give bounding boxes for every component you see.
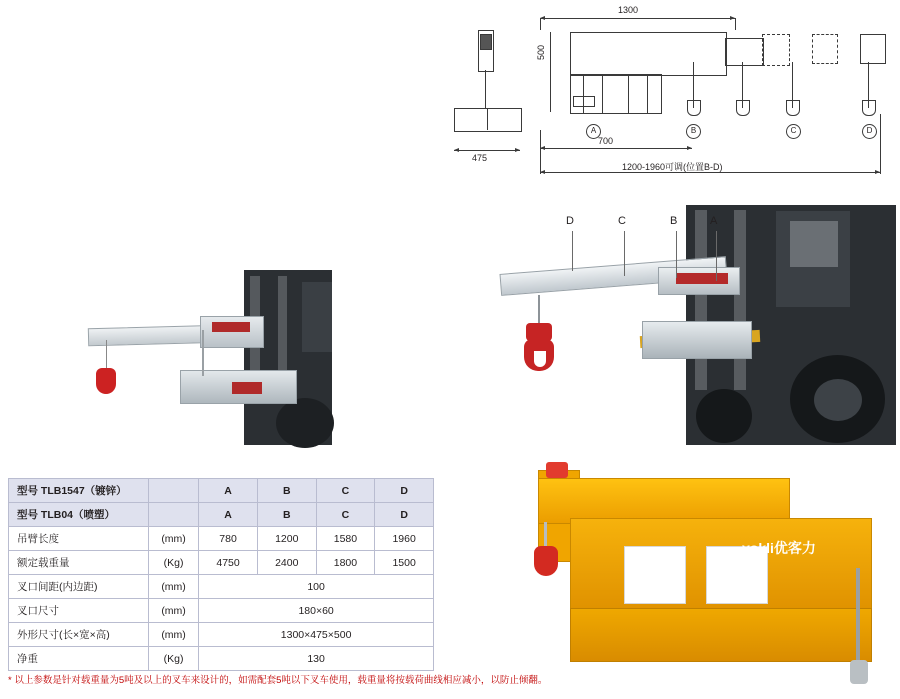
- table-row: [9, 527, 434, 551]
- dim-range-ext-left: [540, 130, 541, 174]
- row-value-a: 4750: [199, 551, 258, 575]
- callout-c: C: [618, 215, 626, 227]
- photo1-chain: [202, 330, 204, 376]
- position-marker-c: C: [786, 124, 801, 139]
- hook-d: [862, 100, 876, 116]
- drawing-base-plate: [454, 108, 522, 132]
- dim-475-arrow-right: [515, 148, 520, 152]
- table-row: [9, 503, 434, 527]
- row-value-d: D: [375, 479, 434, 503]
- row-value-b: 2400: [257, 551, 316, 575]
- row-unit: [148, 503, 198, 527]
- photo1-hook-line: [106, 340, 107, 370]
- row-unit: (mm): [148, 575, 198, 599]
- table-row: [9, 647, 434, 671]
- drawing-arm-extension: [725, 38, 764, 66]
- row-value-a: 780: [199, 527, 258, 551]
- photo1-wheel: [276, 398, 334, 448]
- dim-475-line: [454, 150, 520, 151]
- drawing-arm-end: [860, 34, 886, 64]
- drawing-arm-body: [570, 32, 727, 76]
- row-value-a: A: [199, 503, 258, 527]
- row-unit: (Kg): [148, 647, 198, 671]
- row-label: 叉口间距(内边距): [9, 575, 149, 599]
- dim-500-label: 500: [536, 44, 546, 60]
- row-label: 外形尺寸(长×宽×高): [9, 623, 149, 647]
- row-unit: (mm): [148, 527, 198, 551]
- callout-a-line: [716, 231, 717, 281]
- photo3-chain-hook: [850, 660, 868, 684]
- row-value-d: D: [375, 503, 434, 527]
- photo-grey-attachment-small: [80, 270, 420, 465]
- position-marker-a: A: [586, 124, 601, 139]
- photo-yellow-attachment: [520, 450, 900, 699]
- photo3-fork-pocket-base: [570, 608, 872, 662]
- table-row: [9, 575, 434, 599]
- table-row: [9, 479, 434, 503]
- photo3-window-left: [624, 546, 686, 604]
- photo3-hook: [534, 546, 558, 576]
- photo2-rear-hub: [814, 379, 862, 421]
- row-value-span: 180×60: [199, 599, 434, 623]
- dim-475-label: 475: [472, 153, 488, 163]
- callout-b-line: [676, 231, 677, 278]
- row-unit: (mm): [148, 599, 198, 623]
- dim-500-line: [550, 32, 551, 112]
- photo-grey-attachment-large: [490, 205, 900, 450]
- photo1-brand-plate: [212, 322, 250, 332]
- table-footnote: * 以上参数是针对载重量为5吨及以上的叉车来设计的，如需配套5吨以下叉车使用，载重量将按载荷曲线相应减小，以防止倾翻。: [8, 675, 548, 686]
- spec-table: [8, 478, 434, 671]
- callout-c-line: [624, 231, 625, 276]
- drawing-mast-stem: [485, 70, 486, 108]
- row-value-b: B: [257, 503, 316, 527]
- row-value-d: 1960: [375, 527, 434, 551]
- dim-1300-line: [540, 18, 735, 19]
- row-label: 叉口尺寸: [9, 599, 149, 623]
- row-value-c: C: [316, 503, 375, 527]
- row-label: 净重: [9, 647, 149, 671]
- photo2-front-wheel: [696, 389, 752, 443]
- photo2-brand-plate: [676, 273, 728, 284]
- row-value-b: 1200: [257, 527, 316, 551]
- dim-range-label: 1200-1960可调(位置B-D): [622, 162, 723, 172]
- drawing-mast-block: [480, 34, 492, 50]
- dim-700-line: [540, 148, 692, 149]
- table-row: [9, 599, 434, 623]
- photo3-chain: [856, 568, 860, 664]
- drawing-arm-extension-dashed: [762, 34, 790, 66]
- callout-d: D: [566, 215, 574, 227]
- photo1-cab: [302, 282, 332, 352]
- photo1-hook: [96, 368, 116, 394]
- photo1-red-label: [232, 382, 262, 394]
- row-value-span: 1300×475×500: [199, 623, 434, 647]
- photo2-cab-window: [790, 221, 838, 267]
- drawing-base-divider: [487, 108, 488, 130]
- row-label: 吊臂长度: [9, 527, 149, 551]
- row-unit: (Kg): [148, 551, 198, 575]
- row-value-c: C: [316, 479, 375, 503]
- row-unit: (mm): [148, 623, 198, 647]
- row-value-d: 1500: [375, 551, 434, 575]
- drawing-fork-slot-1: [583, 74, 603, 114]
- photo2-mast-rail-right: [734, 210, 746, 390]
- dim-range-ext-right: [880, 114, 881, 174]
- technical-drawing: [440, 0, 900, 200]
- hook-c: [786, 100, 800, 116]
- photo3-red-handle: [546, 462, 568, 478]
- row-value-c: 1580: [316, 527, 375, 551]
- drawing-detail-plate: [573, 96, 595, 107]
- photo2-hook-inner: [534, 351, 546, 367]
- callout-b: B: [670, 215, 678, 227]
- row-value-span: 100: [199, 575, 434, 599]
- drawing-arm-extension-dashed-2: [812, 34, 838, 64]
- row-value-b: B: [257, 479, 316, 503]
- dim-1300-ext-right: [735, 18, 736, 30]
- dim-1300-label: 1300: [618, 5, 639, 15]
- callout-d-line: [572, 231, 573, 271]
- row-unit: [148, 479, 198, 503]
- table-row: [9, 551, 434, 575]
- row-value-span: 130: [199, 647, 434, 671]
- row-label: 型号 TLB1547（镀锌）: [9, 479, 149, 503]
- photo2-fork-pocket: [642, 321, 752, 359]
- position-marker-b: B: [686, 124, 701, 139]
- callout-a: A: [710, 215, 718, 227]
- position-marker-d: D: [862, 124, 877, 139]
- photo1-arm-housing: [200, 316, 264, 348]
- dim-700-arrow-right: [687, 146, 692, 150]
- dim-700-label: 700: [598, 136, 614, 146]
- row-value-a: A: [199, 479, 258, 503]
- row-label: 额定载重量: [9, 551, 149, 575]
- photo2-mast-rail-left: [695, 210, 707, 390]
- dim-1300-ext-left: [540, 18, 541, 30]
- row-value-c: 1800: [316, 551, 375, 575]
- hook-b: [736, 100, 750, 116]
- hook-a: [687, 100, 701, 116]
- photo3-brand-label: yokli优客力: [742, 540, 816, 556]
- drawing-fork-slot-2: [628, 74, 648, 114]
- table-row: [9, 623, 434, 647]
- dim-475-arrow-left: [454, 148, 459, 152]
- row-label: 型号 TLB04（喷塑）: [9, 503, 149, 527]
